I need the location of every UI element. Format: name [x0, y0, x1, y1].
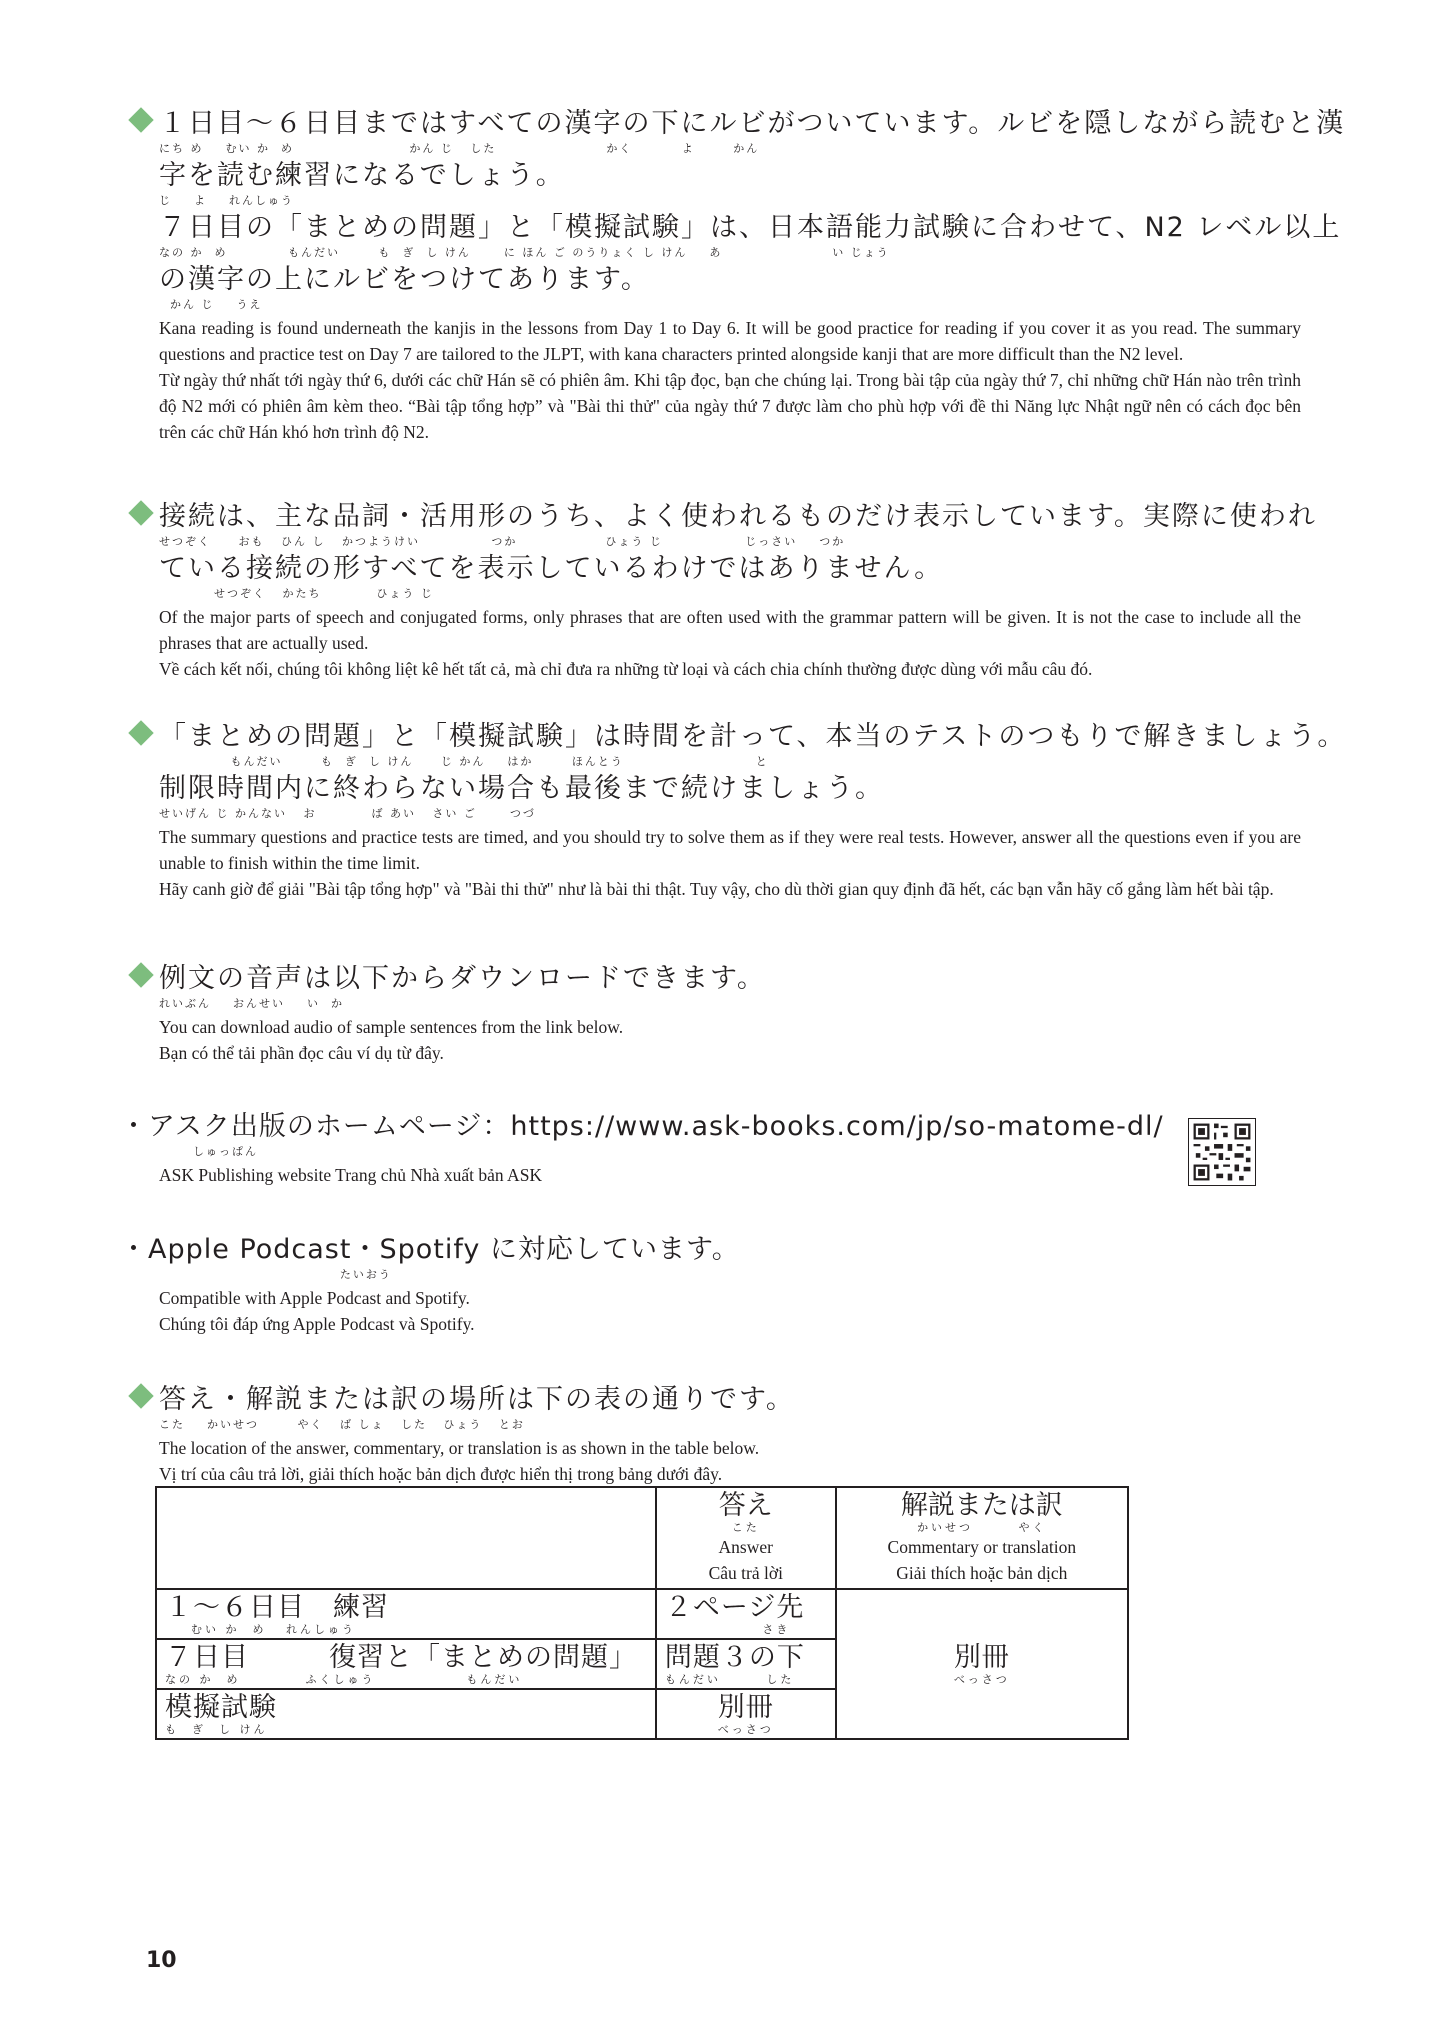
section-text: ・Apple Podcast・Spotify に対応しています。: [120, 1234, 740, 1265]
section-audio-download: [126, 962, 1301, 1066]
vietnamese-text: Chúng tôi đáp ứng Apple Podcast và Spotify.: [159, 1314, 475, 1334]
diamond-bullet-icon: [128, 962, 153, 987]
table-cell-days-1-6: １～６日目 練習 むい か め れんしゅう: [156, 1589, 656, 1639]
section-heading: 例文の音声は以下からダウンロードできます。: [126, 962, 1301, 996]
section-connection-note: [126, 500, 1317, 682]
table-cell-day-7: ７日目 復習と「まとめの問題」 なの か め ふくしゅう もんだい: [156, 1639, 656, 1689]
section-answer-location: [126, 1383, 1301, 1487]
ruby-annotation: せつぞく おも ひん し かつようけい つか ひょう じ じっさい つか: [159, 535, 846, 548]
english-text: Compatible with Apple Podcast and Spotify.: [159, 1288, 470, 1308]
qr-code-icon[interactable]: [1188, 1118, 1256, 1186]
diamond-bullet-icon: [128, 1383, 153, 1408]
ruby-annotation: しゅっぱん: [160, 1145, 258, 1158]
ruby-annotation: こた かいせつ やく ば しょ した ひょう とお: [159, 1418, 525, 1431]
table-header-answer: 答え こた Answer Câu trả lời: [656, 1487, 836, 1589]
vietnamese-text: Về cách kết nối, chúng tôi không liệt kê hết tất cả, mà chỉ đưa ra những từ loại và cách chia chính thường được dùng với mẫu câu đó.: [159, 659, 1093, 679]
english-text: The summary questions and practice tests are timed, and you should try to solve them as if they were real tests. However, answer all the questions even if you are unable to finish within the time limit.: [159, 827, 1301, 873]
answer-location-table: [155, 1486, 1129, 1740]
table-row: [156, 1589, 1128, 1639]
section-podcast: [120, 1233, 1295, 1337]
section-text: 制限時間内に終わらない場合も最後まで続けましょう。: [159, 773, 884, 804]
english-text: The location of the answer, commentary, or translation is as shown in the table below.: [159, 1438, 760, 1458]
table-cell-empty: [156, 1487, 656, 1589]
ruby-annotation: かん じ うえ: [159, 298, 263, 311]
ruby-annotation: じ よ れんしゅう: [159, 194, 294, 207]
english-text: You can download audio of sample sentences from the link below.: [159, 1017, 624, 1037]
section-heading: 答え・解説または訳の場所は下の表の通りです。: [126, 1383, 1301, 1417]
section-timed-test-note: [126, 720, 1347, 902]
section-text: の漢字の上にルビをつけてあります。: [159, 264, 650, 295]
english-text: Of the major parts of speech and conjugated forms, only phrases that are often used with the grammar pattern will be given. It is not the case to include all the phrases that are actually used.: [159, 607, 1301, 653]
table-cell-answer-3: 別冊 べっさつ: [656, 1689, 836, 1739]
section-ruby-note: [126, 107, 1346, 445]
ruby-annotation: せつぞく かたち ひょう じ: [159, 587, 434, 600]
section-heading: 「まとめの問題」と「模擬試験」は時間を計って、本当のテストのつもりで解きましょう。: [126, 720, 1301, 754]
vietnamese-text: Hãy canh giờ để giải "Bài tập tổng hợp" và "Bài thi thử" như là bài thi thật. Tuy vậy, cho dù thời gian quy định đã hết, các bạn vẫn hãy cố gắng làm hết bài tập.: [159, 879, 1274, 899]
table-cell-separate-volume: 別冊 べっさつ: [836, 1589, 1128, 1739]
section-text: ている接続の形すべてを表示しているわけではありません。: [159, 553, 944, 584]
diamond-bullet-icon: [128, 720, 153, 745]
vietnamese-text: Vị trí của câu trả lời, giải thích hoặc bản dịch được hiển thị trong bảng dưới đây.: [159, 1464, 723, 1484]
ruby-annotation: せいげん じ かんない お ば あい さい ご つづ: [159, 807, 536, 820]
english-text: ASK Publishing website Trang chủ Nhà xuất bản ASK: [159, 1165, 543, 1185]
ruby-annotation: なの か め もんだい も ぎ し けん に ほん ご のうりょく し けん あ い じょう: [159, 246, 890, 259]
table-cell-answer-1: ２ページ先 さき: [656, 1589, 836, 1639]
table-header-commentary: 解説または訳 かいせつ やく Commentary or translation Giải thích hoặc bản dịch: [836, 1487, 1128, 1589]
section-heading: 接続は、主な品詞・活用形のうち、よく使われるものだけ表示しています。実際に使われ: [126, 500, 1301, 534]
ruby-annotation: にち め むい か め かん じ した かく よ かん: [159, 142, 760, 155]
ruby-annotation: たいおう: [153, 1268, 392, 1281]
vietnamese-text: Từ ngày thứ nhất tới ngày thứ 6, dưới các chữ Hán sẽ có phiên âm. Khi tập đọc, bạn che chúng lại. Trong bài tập của ngày thứ 7, chỉ những chữ Hán nào trên trình độ N2 mới có phiên âm kèm theo. “Bài tập tổng hợp” và "Bài thi thử" của ngày thứ 7 được làm cho phù hợp với đề thi Năng lực Nhật ngữ nên có cách đọc bên trên các chữ Hán khó hơn trình độ N2.: [159, 370, 1301, 442]
english-text: Kana reading is found underneath the kanjis in the lessons from Day 1 to Day 6. It will be good practice for reading if you cover it as you read. The summary questions and practice test on Day 7 are tailored to the JLPT, with kana characters printed alongside kanji that are more difficult than the N2 level.: [159, 318, 1301, 364]
diamond-bullet-icon: [128, 500, 153, 525]
section-text: 字を読む練習になるでしょう。: [159, 160, 565, 191]
table-cell-practice-test: 模擬試験 も ぎ し けん: [156, 1689, 656, 1739]
vietnamese-text: Bạn có thể tải phần đọc câu ví dụ từ đây.: [159, 1043, 444, 1063]
table-header-row: [156, 1487, 1128, 1589]
ruby-annotation: もんだい も ぎ し けん じ かん はか ほんとう と: [159, 755, 769, 768]
section-homepage-link: [120, 1110, 1295, 1188]
diamond-bullet-icon: [128, 107, 153, 132]
ruby-annotation: れいぶん おんせい い か: [159, 997, 344, 1010]
section-heading: １日目～６日目まではすべての漢字の下にルビがついています。ルビを隠しながら読むと漢: [126, 107, 1301, 141]
table-cell-answer-2: 問題３の下 もんだい した: [656, 1639, 836, 1689]
homepage-link[interactable]: ・アスク出版のホームページ：https://www.ask-books.com/jp/so-matome-dl/: [120, 1111, 1164, 1142]
section-text: ７日目の「まとめの問題」と「模擬試験」は、日本語能力試験に合わせて、N2 レベル以上: [159, 212, 1342, 243]
page-number: 10: [146, 1948, 177, 1973]
